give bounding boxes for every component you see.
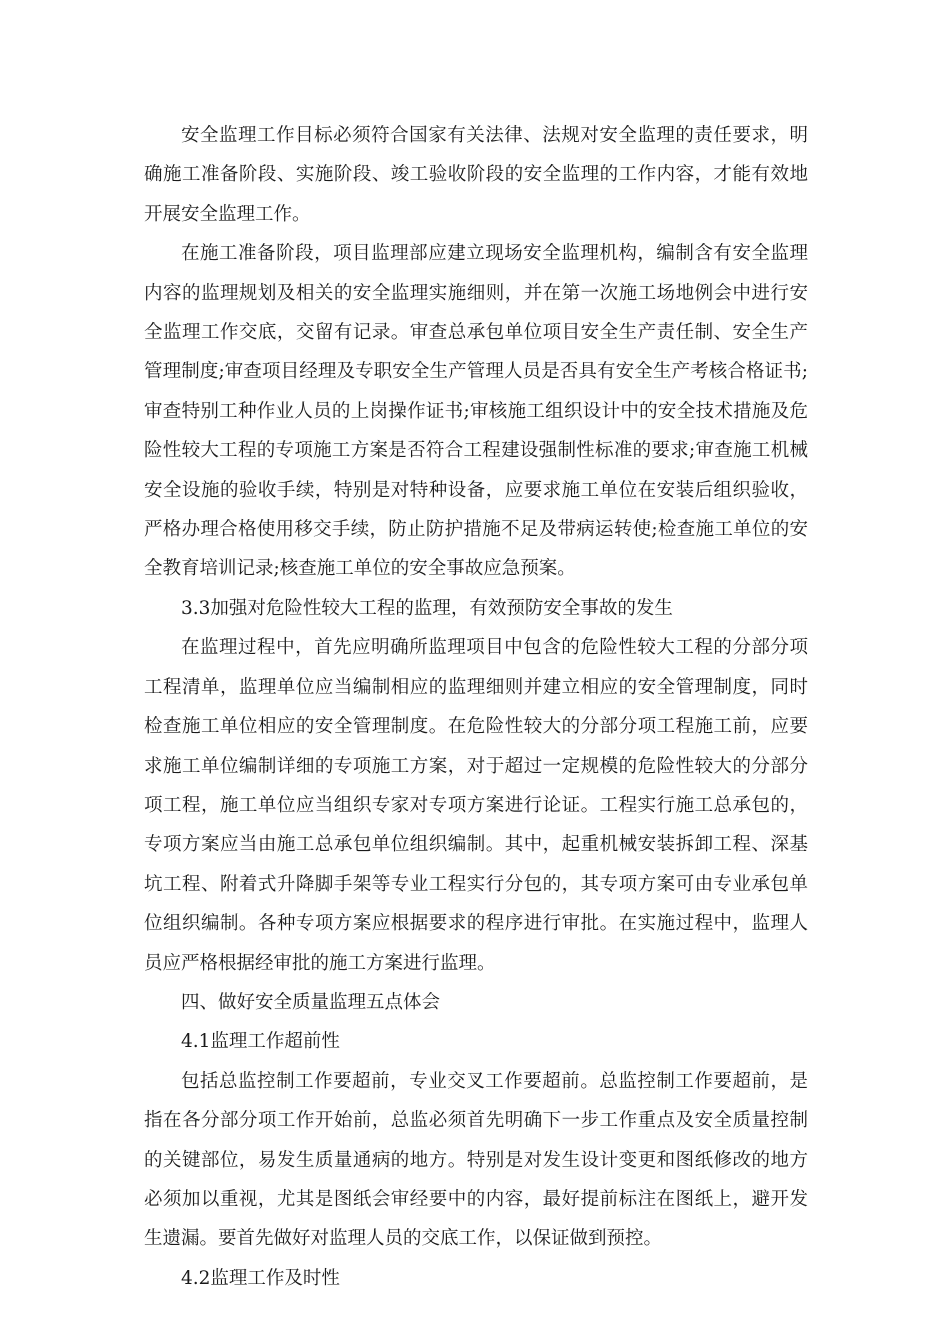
section-heading-4-2: 4.2监理工作及时性 [181,1267,340,1289]
paragraph-dangerous-works: 在监理过程中，首先应明确所监理项目中包含的危险性较大工程的分部分项工程清单，监理单位应当编制相应的监理细则并建立相应的安全管理制度，同时检查施工单位相应的安全管理制度。在危险性较大的分部分项工程施工前，应要求施工单位编制详细的专项施工方案，对于超过一定规模的危险性较大的分部分项工程，施工单位应当组织专家对专项方案进行论证。工程实行施工总承包的，专项方案应当由施工总承包单位组织编制。其中，起重机械安装拆卸工程、深基坑工程、附着式升降脚手架等专业工程实行分包的，其专项方案可由专业承包单位组织编制。各种专项方案应根据要求的程序进行审批。在实施过程中，监理人员应严格根据经审批的施工方案进行监理。 [144,637,808,974]
paragraph-preparation-stage: 在施工准备阶段，项目监理部应建立现场安全监理机构，编制含有安全监理内容的监理规划及相关的安全监理实施细则，并在第一次施工场地例会中进行安全监理工作交底，交留有记录。审查总承包单位项目安全生产责任制、安全生产管理制度;审查项目经理及专职安全生产管理人员是否具有安全生产考核合格证书;审查特别工种作业人员的上岗操作证书;审核施工组织设计中的安全技术措施及危险性较大工程的专项施工方案是否符合工程建设强制性标准的要求;审查施工机械安全设施的验收手续，特别是对特种设备，应要求施工单位在安装后组织验收，严格办理合格使用移交手续，防止防护措施不足及带病运转使;检查施工单位的安全教育培训记录;核查施工单位的安全事故应急预案。 [144,243,808,580]
document-body [144,116,808,1298]
section-heading-3-3: 3.3加强对危险性较大工程的监理，有效预防安全事故的发生 [181,597,673,619]
section-heading-4-1: 4.1监理工作超前性 [181,1031,340,1053]
section-heading-4: 四、做好安全质量监理五点体会 [181,991,441,1013]
paragraph-safety-goals: 安全监理工作目标必须符合国家有关法律、法规对安全监理的责任要求，明确施工准备阶段、实施阶段、竣工验收阶段的安全监理的工作内容，才能有效地开展安全监理工作。 [144,125,808,225]
paragraph-advance-work: 包括总监控制工作要超前，专业交叉工作要超前。总监控制工作要超前，是指在各分部分项工作开始前，总监必须首先明确下一步工作重点及安全质量控制的关键部位，易发生质量通病的地方。特别是对发生设计变更和图纸修改的地方必须加以重视，尤其是图纸会审经要中的内容，最好提前标注在图纸上，避开发生遗漏。要首先做好对监理人员的交底工作，以保证做到预控。 [144,1070,808,1250]
